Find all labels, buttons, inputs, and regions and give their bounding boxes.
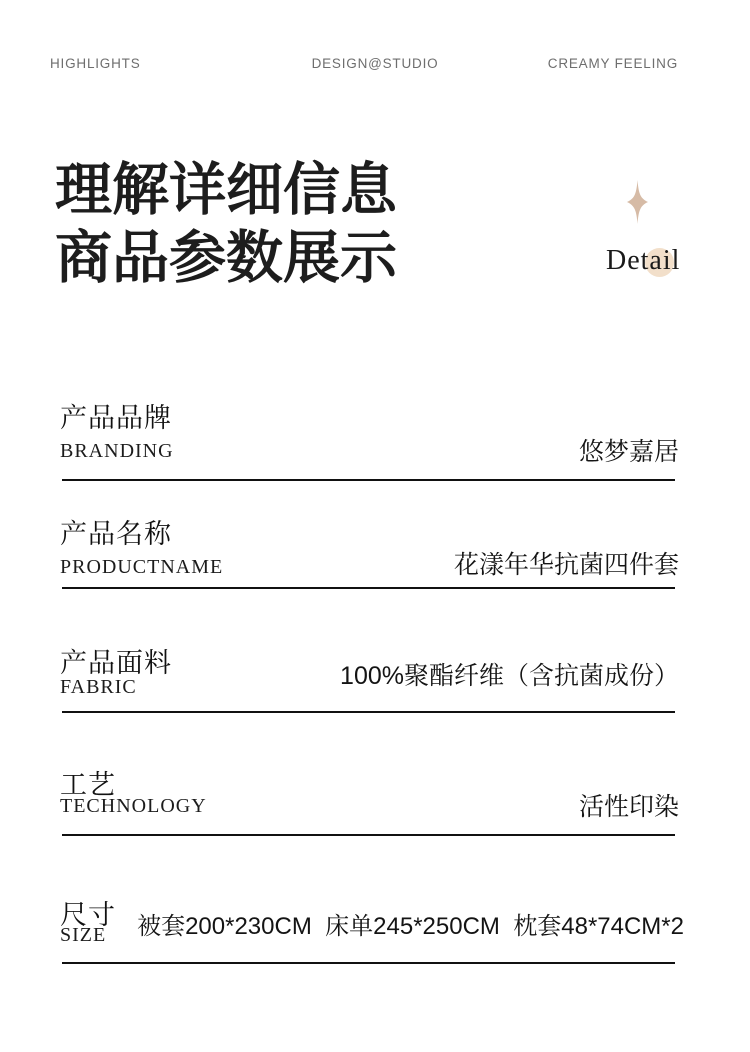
- spec-value: 100%聚酯纤维（含抗菌成份）: [340, 662, 679, 690]
- spec-label-en: TECHNOLOGY: [60, 795, 207, 817]
- detail-label: Detail: [606, 245, 681, 276]
- spec-label-zh: 产品面料: [60, 648, 172, 678]
- page-title-line1: 理解详细信息: [55, 158, 397, 222]
- header-center-caption: DESIGN@STUDIO: [311, 56, 439, 71]
- row-divider: [62, 479, 675, 481]
- row-divider: [62, 834, 675, 836]
- row-divider: [62, 962, 675, 964]
- row-divider: [62, 587, 675, 589]
- spec-label-en: BRANDING: [60, 440, 174, 462]
- header-left-caption: HIGHLIGHTS: [50, 56, 141, 71]
- header-right-caption: CREAMY FEELING: [547, 56, 678, 71]
- spec-value: 花漾年华抗菌四件套: [453, 551, 679, 579]
- spec-label-zh: 工艺: [60, 770, 116, 800]
- spec-label-zh: 产品品牌: [60, 403, 172, 433]
- spec-value: 活性印染: [578, 793, 679, 821]
- page-title-line2: 商品参数展示: [55, 226, 397, 290]
- row-divider: [62, 711, 675, 713]
- spec-value: 被套200*230CM 床单245*250CM 枕套48*74CM*2: [137, 913, 684, 940]
- sparkle-icon-shape: [627, 180, 648, 224]
- spec-label-en: PRODUCTNAME: [60, 556, 224, 578]
- spec-label-zh: 尺寸: [60, 900, 116, 930]
- spec-value: 悠梦嘉居: [578, 438, 679, 466]
- spec-label-en: FABRIC: [60, 676, 137, 698]
- sparkle-icon: [627, 180, 648, 224]
- page-title: [55, 156, 397, 292]
- spec-label-zh: 产品名称: [60, 519, 172, 549]
- spec-label-en: SIZE: [60, 924, 107, 946]
